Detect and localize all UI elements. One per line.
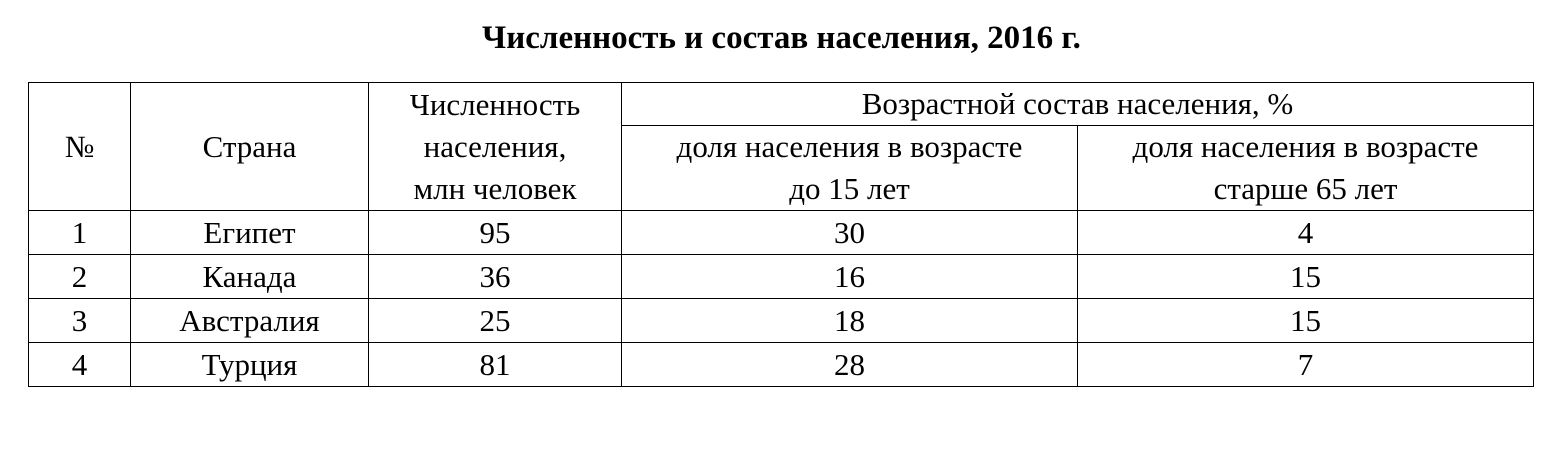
cell-country: Турция [131, 343, 369, 387]
cell-num: 1 [29, 211, 131, 255]
cell-country: Австралия [131, 299, 369, 343]
cell-num: 3 [29, 299, 131, 343]
header-population-line: млн человек [413, 170, 577, 206]
cell-num: 4 [29, 343, 131, 387]
cell-over65: 15 [1078, 255, 1534, 299]
cell-country: Египет [131, 211, 369, 255]
cell-over65: 7 [1078, 343, 1534, 387]
cell-under15: 30 [622, 211, 1078, 255]
table-row [29, 255, 1534, 299]
header-over65 [1078, 126, 1534, 211]
cell-under15: 28 [622, 343, 1078, 387]
cell-under15: 18 [622, 299, 1078, 343]
header-num: № [29, 83, 131, 211]
header-population-line: Численность [409, 86, 581, 122]
cell-population: 95 [369, 211, 622, 255]
page-title: Численность и состав населения, 2016 г. [482, 20, 1081, 56]
cell-population: 81 [369, 343, 622, 387]
header-country: Страна [131, 83, 369, 211]
cell-over65: 15 [1078, 299, 1534, 343]
header-over65-line: доля населения в возрасте [1132, 129, 1479, 164]
cell-country: Канада [131, 255, 369, 299]
table-row [29, 343, 1534, 387]
header-under15-line: до 15 лет [789, 171, 910, 206]
table-row [29, 211, 1534, 255]
cell-under15: 16 [622, 255, 1078, 299]
cell-population: 25 [369, 299, 622, 343]
header-under15 [622, 126, 1078, 211]
cell-over65: 4 [1078, 211, 1534, 255]
cell-population: 36 [369, 255, 622, 299]
population-table [28, 82, 1534, 387]
header-population-line: населения, [423, 128, 567, 164]
header-age-group: Возрастной состав населения, % [622, 83, 1534, 126]
header-over65-line: старше 65 лет [1213, 171, 1398, 206]
header-population [369, 83, 622, 211]
cell-num: 2 [29, 255, 131, 299]
header-under15-line: доля населения в возрасте [676, 129, 1023, 164]
table-row [29, 299, 1534, 343]
